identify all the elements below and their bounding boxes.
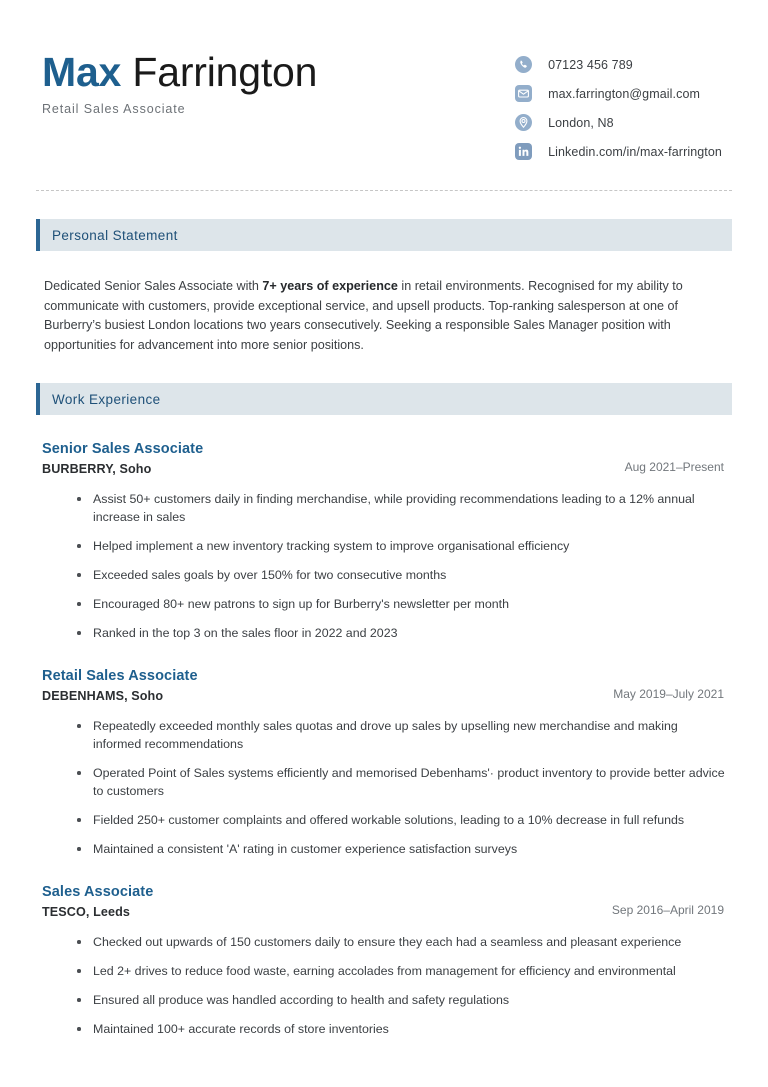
contact-item-linkedin[interactable] [515,143,722,160]
email-icon [515,85,532,102]
contact-list [515,56,722,160]
candidate-first-name: Max [42,49,122,95]
contact-phone-text: 07123 456 789 [548,57,633,72]
personal-statement-text [36,277,732,355]
job-bullet-list [42,490,730,642]
work-experience-list [36,441,732,1038]
job-bullet: Fielded 250+ customer complaints and offered workable solutions, leading to a 10% decrease in full refunds [42,811,730,829]
candidate-last-name: Farrington [132,49,318,95]
statement-part-2: in retail environments. Recognised for my ability to communicate with customers, provide exceptional service, and upsell products. Top-ranking salesperson at one of Burberry’s busiest London locations two years consecutively. Seeking a responsible Sales Manager position with opportunities for advancement into more senior positions. [44,279,683,352]
contact-email-text: max.farrington@gmail.com [548,86,701,101]
job-company: DEBENHAMS, Soho [42,689,164,703]
contact-location-text: London, N8 [548,115,614,130]
job-bullet: Exceeded sales goals by over 150% for two consecutive months [42,566,730,584]
job-entry [42,441,730,642]
identity-block [36,48,317,116]
phone-icon [515,56,532,73]
job-header [42,884,730,919]
section-title-work-experience: Work Experience [52,391,161,407]
job-bullet: Encouraged 80+ new patrons to sign up for Burberry's newsletter per month [42,595,730,613]
section-header-personal-statement [36,219,732,251]
section-header-work-experience [36,383,732,415]
section-title-personal-statement: Personal Statement [52,227,178,243]
job-bullet: Checked out upwards of 150 customers daily to ensure they each had a seamless and pleasant experience [42,933,730,951]
linkedin-icon [515,143,532,160]
job-dates: Sep 2016–April 2019 [611,903,724,917]
job-bullet-list [42,717,730,858]
job-identity [42,668,198,703]
job-header [42,668,730,703]
job-bullet: Maintained 100+ accurate records of store inventories [42,1020,730,1038]
contact-item-location[interactable] [515,114,722,131]
job-entry [42,668,730,858]
job-dates: Aug 2021–Present [624,460,724,474]
job-header [42,441,730,476]
candidate-subtitle: Retail Sales Associate [42,102,186,116]
job-company: BURBERRY, Soho [42,462,152,476]
job-bullet: Led 2+ drives to reduce food waste, earning accolades from management for efficiency and environmental [42,962,730,980]
job-bullet: Repeatedly exceeded monthly sales quotas and drove up sales by upselling new merchandise and making informed recommendations [42,717,730,753]
job-bullet: Maintained a consistent 'A' rating in customer experience satisfaction surveys [42,840,730,858]
location-pin-icon [515,114,532,131]
job-bullet: Helped implement a new inventory tracking system to improve organisational efficiency [42,537,730,555]
job-company: TESCO, Leeds [42,905,130,919]
header-divider [36,190,732,191]
job-dates: May 2019–July 2021 [613,687,724,701]
job-bullet: Ranked in the top 3 on the sales floor in 2022 and 2023 [42,624,730,642]
job-bullet: Operated Point of Sales systems efficiently and memorised Debenhams'· product inventory to provide better advice to customers [42,764,730,800]
contact-item-phone[interactable] [515,56,722,73]
job-bullet: Ensured all produce was handled according to health and safety regulations [42,991,730,1009]
job-identity [42,441,203,476]
job-bullet-list [42,933,730,1038]
resume-header [36,0,732,160]
job-entry [42,884,730,1038]
job-title: Retail Sales Associate [42,668,198,684]
job-title: Senior Sales Associate [42,441,204,457]
contact-linkedin-text: Linkedin.com/in/max-farrington [548,144,722,159]
candidate-name [42,48,317,96]
statement-highlight: 7+ years of experience [262,279,398,293]
job-identity [42,884,153,919]
job-bullet: Assist 50+ customers daily in finding merchandise, while providing recommendations leading to a 12% annual increase in sales [42,490,730,526]
job-title: Sales Associate [42,884,154,900]
statement-part-1: Dedicated Senior Sales Associate with [44,279,263,293]
contact-item-email[interactable] [515,85,722,102]
